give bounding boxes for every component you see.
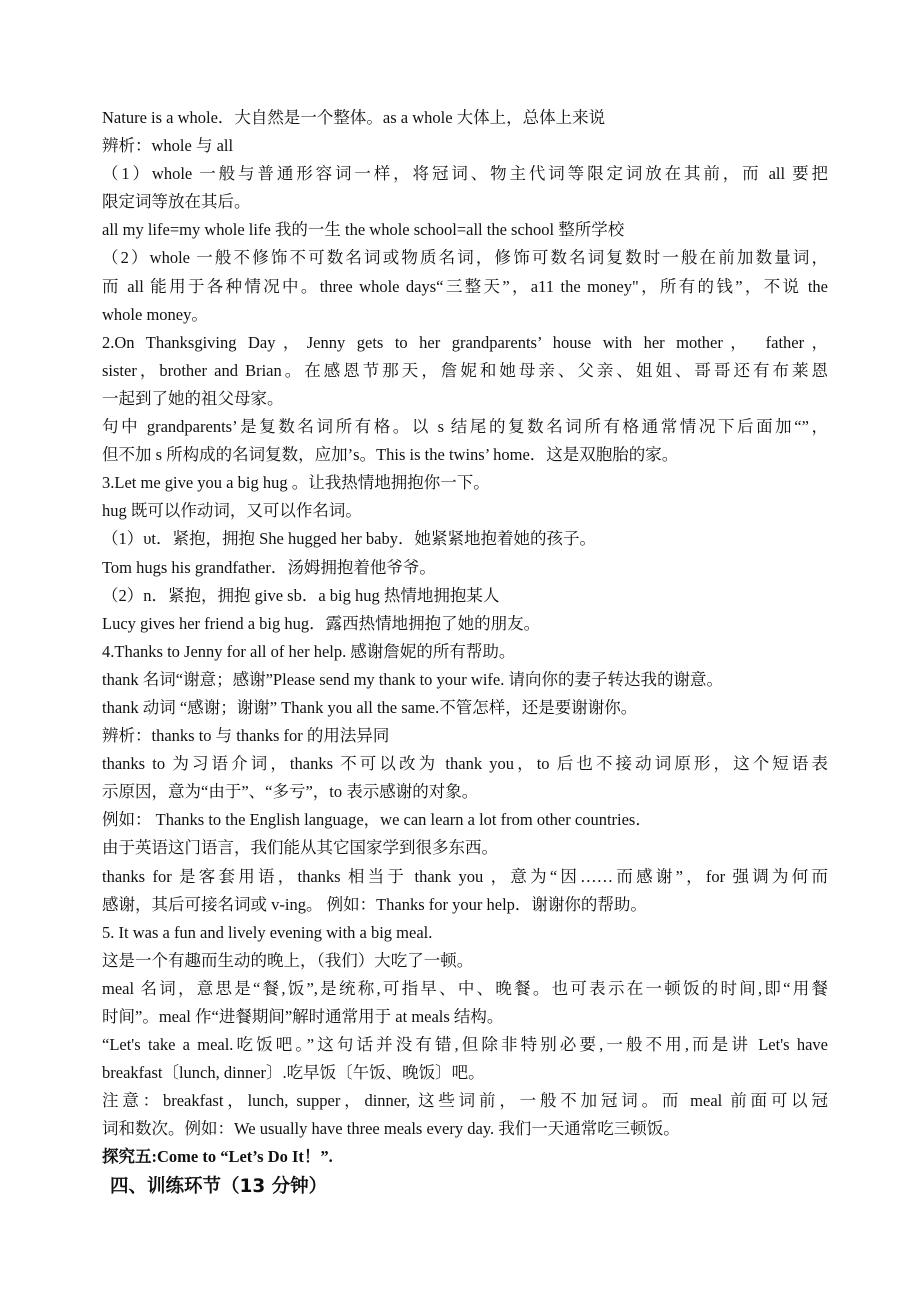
text-line-32: meal 名词，意思是“餐,饭”,是统称,可指早、中、晚餐。也可表示在一顿饭的时间,即“用餐 bbox=[102, 978, 828, 998]
text-line-4: 限定词等放在其后。 bbox=[102, 192, 251, 212]
text-line-28: thanks for 是客套用语，thanks 相当于 thank you ，意为“因……而感谢”，for 强调为何而 bbox=[102, 866, 828, 886]
text-line-34: “Let's take a meal.吃饭吧。”这句话并没有错,但除非特别必要,一般不用,而是讲 Let's have bbox=[102, 1035, 828, 1055]
text-line-20: 4.Thanks to Jenny for all of her help. 感谢詹妮的所有帮助。 bbox=[102, 641, 516, 661]
text-line-21: thank 名词“谢意；感谢”Please send my thank to your wife. 请向你的妻子转达我的谢意。 bbox=[102, 669, 723, 689]
text-line-36: 注意：breakfast，lunch, supper，dinner, 这些词前，一般不加冠词。而 meal 前面可以冠 bbox=[102, 1091, 828, 1111]
text-line-19: Lucy gives her friend a big hug．露西热情地拥抱了她的朋友。 bbox=[102, 613, 541, 633]
text-line-16: （1）υt．紧抱，拥抱 She hugged her baby．她紧紧地抱着她的孩子。 bbox=[102, 529, 596, 549]
text-line-7: 而 all 能用于各种情况中。three whole days“三整天”，a11 the money"，所有的钱”，不说 the bbox=[102, 276, 828, 296]
text-line-31: 这是一个有趣而生动的晚上，（我们）大吃了一顿。 bbox=[102, 950, 474, 970]
text-line-23: 辨析：thanks to 与 thanks for 的用法异同 bbox=[102, 726, 390, 746]
text-line-33: 时间”。meal 作“进餐期间”解时通常用于 at meals 结构。 bbox=[102, 1007, 504, 1026]
text-line-13: 但不加 s 所构成的名词复数，应加’s。This is the twins’ home．这是双胞胎的家。 bbox=[102, 445, 679, 465]
text-line-1: Nature is a whole．大自然是一个整体。as a whole 大体上，总体上来说 bbox=[102, 108, 606, 127]
exploration-five-line: 探究五:Come to “Let’s Do It！”. bbox=[102, 1147, 333, 1167]
text-line-18: （2）n．紧抱，拥抱 give sb．a big hug 热情地拥抱某人 bbox=[102, 585, 500, 605]
section-heading: 四、训练环节（13 分钟） bbox=[110, 1175, 328, 1197]
text-line-12: 句中 grandparents’是复数名词所有格。以 s 结尾的复数名词所有格通常情况下后面加“”， bbox=[102, 417, 828, 437]
text-line-8: whole money。 bbox=[102, 304, 208, 324]
text-line-11: 一起到了她的祖父母家。 bbox=[102, 388, 284, 408]
text-line-14: 3.Let me give you a big hug 。让我热情地拥抱你一下。 bbox=[102, 473, 490, 493]
text-line-25: 示原因，意为“由于”、“多亏”，to 表示感谢的对象。 bbox=[102, 782, 479, 802]
text-line-29: 感谢，其后可接名词或 v-ing。 例如：Thanks for your help．谢谢你的帮助。 bbox=[102, 894, 647, 914]
text-line-15: hug 既可以作动词，又可以作名词。 bbox=[102, 501, 362, 521]
text-line-6: （2）whole 一般不修饰不可数名词或物质名词，修饰可数名词复数时一般在前加数量词， bbox=[102, 248, 828, 268]
text-line-35: breakfast〔lunch, dinner〕.吃早饭〔午饭、晚饭〕吧。 bbox=[102, 1063, 485, 1083]
document-body bbox=[102, 104, 828, 1202]
text-line-37: 词和数次。例如：We usually have three meals every day. 我们一天通常吃三顿饭。 bbox=[102, 1119, 680, 1139]
text-line-3: （1）whole 一般与普通形容词一样，将冠词、物主代词等限定词放在其前，而 all 要把 bbox=[102, 164, 828, 184]
text-line-2: 辨析：whole 与 all bbox=[102, 136, 234, 156]
text-line-24: thanks to 为习语介词，thanks 不可以改为 thank you，to 后也不接动词原形，这个短语表 bbox=[102, 754, 828, 774]
text-line-9: 2.On Thanksgiving Day，Jenny gets to her grandparents’ house with her mother， father， bbox=[102, 332, 828, 352]
text-line-10: sister，brother and Brian。在感恩节那天，詹妮和她母亲、父亲、姐姐、哥哥还有布莱恩 bbox=[102, 360, 828, 380]
text-line-30: 5. It was a fun and lively evening with a big meal. bbox=[102, 922, 433, 942]
text-line-26: 例如： Thanks to the English language，we can learn a lot from other countries． bbox=[102, 810, 652, 830]
text-line-17: Tom hugs his grandfather．汤姆拥抱着他爷爷。 bbox=[102, 557, 436, 577]
text-line-27: 由于英语这门语言，我们能从其它国家学到很多东西。 bbox=[102, 838, 498, 858]
text-line-22: thank 动词 “感谢；谢谢” Thank you all the same.不管怎样，还是要谢谢你。 bbox=[102, 697, 638, 717]
text-line-5: all my life=my whole life 我的一生 the whole school=all the school 整所学校 bbox=[102, 220, 625, 240]
